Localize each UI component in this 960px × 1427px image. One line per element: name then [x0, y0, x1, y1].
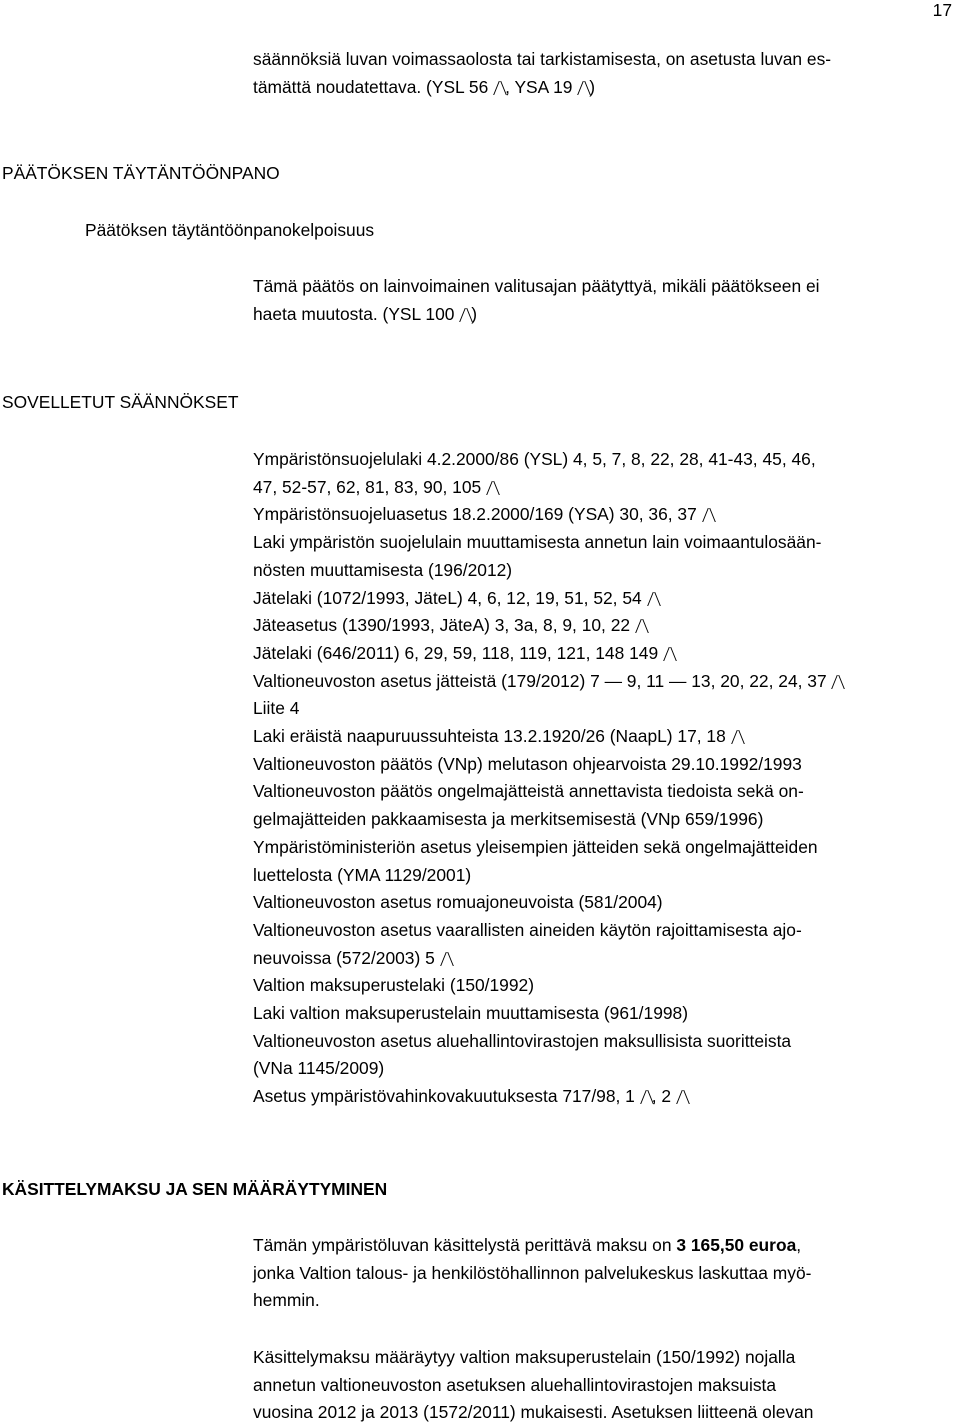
regulations-list	[253, 446, 956, 1111]
section-sign-icon	[678, 1088, 688, 1106]
enforcement-line-2: haeta muutosta. (YSL 100 )	[253, 303, 478, 324]
enforcement-subheading: Päätöksen täytäntöönpanokelpoisuus	[85, 220, 375, 240]
regulation-line: Laki valtion maksuperustelain muuttamisesta (961/1998)	[253, 1003, 688, 1024]
regulation-line: nösten muuttamisesta (196/2012)	[253, 559, 513, 580]
regulation-line: Valtioneuvoston päätös (VNp) melutason ohjearvoista 29.10.1992/1993	[253, 753, 802, 774]
regulations-heading: SOVELLETUT SÄÄNNÖKSET	[2, 392, 239, 412]
regulation-line: Valtioneuvoston asetus aluehallintovirastojen maksullisista suoritteista	[253, 1030, 792, 1051]
section-sign-icon	[833, 673, 843, 691]
regulation-line: Laki eräistä naapuruussuhteista 13.2.1920/26 (NaapL) 17, 18	[253, 723, 956, 751]
section-sign-icon	[488, 479, 498, 497]
regulation-line: Jätelaki (646/2011) 6, 29, 59, 118, 119, 121, 148 149	[253, 640, 956, 668]
fee-p2-line-1: Käsittelymaksu määräytyy valtion maksuperustelain (150/1992) nojalla	[253, 1347, 796, 1367]
section-sign-icon	[442, 950, 452, 968]
regulation-line: Valtion maksuperustelaki (150/1992)	[253, 975, 534, 996]
section-sign-icon	[461, 306, 471, 324]
regulation-line: Valtioneuvoston asetus vaarallisten aineiden käytön rajoittamisesta ajo-	[253, 919, 802, 940]
fee-p2-line-3: vuosina 2012 ja 2013 (1572/2011) mukaisesti. Asetuksen liitteenä olevan	[253, 1402, 814, 1423]
enforcement-paragraph	[253, 273, 956, 328]
fee-line-2: jonka Valtion talous- ja henkilöstöhallinnon palvelukeskus laskuttaa myö-	[253, 1262, 812, 1283]
section-sign-icon	[665, 645, 675, 663]
regulation-line: Ympäristönsuojeluasetus 18.2.2000/169 (YSA) 30, 36, 37	[253, 501, 956, 529]
regulation-line: gelmajätteiden pakkaamisesta ja merkitsemisestä (VNp 659/1996)	[253, 809, 764, 830]
regulation-line: 47, 52-57, 62, 81, 83, 90, 105	[253, 474, 956, 502]
regulation-line: neuvoissa (572/2003) 5	[253, 945, 956, 973]
regulation-line: Liite 4	[253, 698, 300, 719]
fee-p2-line-2: annetun valtioneuvoston asetuksen aluehallintovirastojen maksuista	[253, 1374, 777, 1395]
section-sign-icon	[637, 617, 647, 635]
intro-line-1: säännöksiä luvan voimassaolosta tai tarkistamisesta, on asetusta luvan es-	[253, 49, 832, 69]
fee-paragraph-2	[253, 1344, 956, 1427]
section-sign-icon	[642, 1088, 652, 1106]
intro-line-2: tämättä noudatettava. (YSL 56 , YSA 19 )	[253, 76, 596, 97]
regulation-line: (VNa 1145/2009)	[253, 1058, 385, 1079]
fee-line-3: hemmin.	[253, 1290, 320, 1311]
fee-line-1: Tämän ympäristöluvan käsittelystä perittävä maksu on 3 165,50 euroa,	[253, 1235, 802, 1255]
fee-paragraph-1	[253, 1232, 956, 1315]
section-sign-icon	[495, 79, 505, 97]
section-sign-icon	[579, 79, 589, 97]
section-sign-icon	[733, 728, 743, 746]
regulation-line: Valtioneuvoston päätös ongelmajätteistä annettavista tiedoista sekä on-	[253, 781, 804, 802]
fee-amount: 3 165,50 euroa	[676, 1235, 797, 1255]
regulation-line: luettelosta (YMA 1129/2001)	[253, 864, 472, 885]
section-sign-icon	[704, 506, 714, 524]
regulation-line: Ympäristönsuojelulaki 4.2.2000/86 (YSL) 4, 5, 7, 8, 22, 28, 41-43, 45, 46,	[253, 449, 816, 469]
regulation-line: Ympäristöministeriön asetus yleisempien jätteiden sekä ongelmajätteiden	[253, 836, 818, 857]
regulation-line: Jätelaki (1072/1993, JäteL) 4, 6, 12, 19, 51, 52, 54	[253, 585, 956, 613]
regulation-line: Valtioneuvoston asetus jätteistä (179/2012) 7 — 9, 11 — 13, 20, 22, 24, 37	[253, 668, 956, 696]
fee-heading: KÄSITTELYMAKSU JA SEN MÄÄRÄYTYMINEN	[2, 1179, 388, 1199]
regulation-line: Laki ympäristön suojelulain muuttamisesta annetun lain voimaantulosään-	[253, 532, 822, 553]
intro-paragraph	[253, 46, 956, 101]
enforcement-heading: PÄÄTÖKSEN TÄYTÄNTÖÖNPANO	[2, 163, 280, 183]
page-number: 17	[932, 0, 952, 20]
section-sign-icon	[649, 590, 659, 608]
regulation-line: Asetus ympäristövahinkovakuutuksesta 717/98, 1 , 2	[253, 1083, 956, 1111]
enforcement-line-1: Tämä päätös on lainvoimainen valitusajan päätyttyä, mikäli päätökseen ei	[253, 276, 820, 296]
regulation-line: Valtioneuvoston asetus romuajoneuvoista (581/2004)	[253, 892, 663, 913]
regulation-line: Jäteasetus (1390/1993, JäteA) 3, 3a, 8, 9, 10, 22	[253, 612, 956, 640]
